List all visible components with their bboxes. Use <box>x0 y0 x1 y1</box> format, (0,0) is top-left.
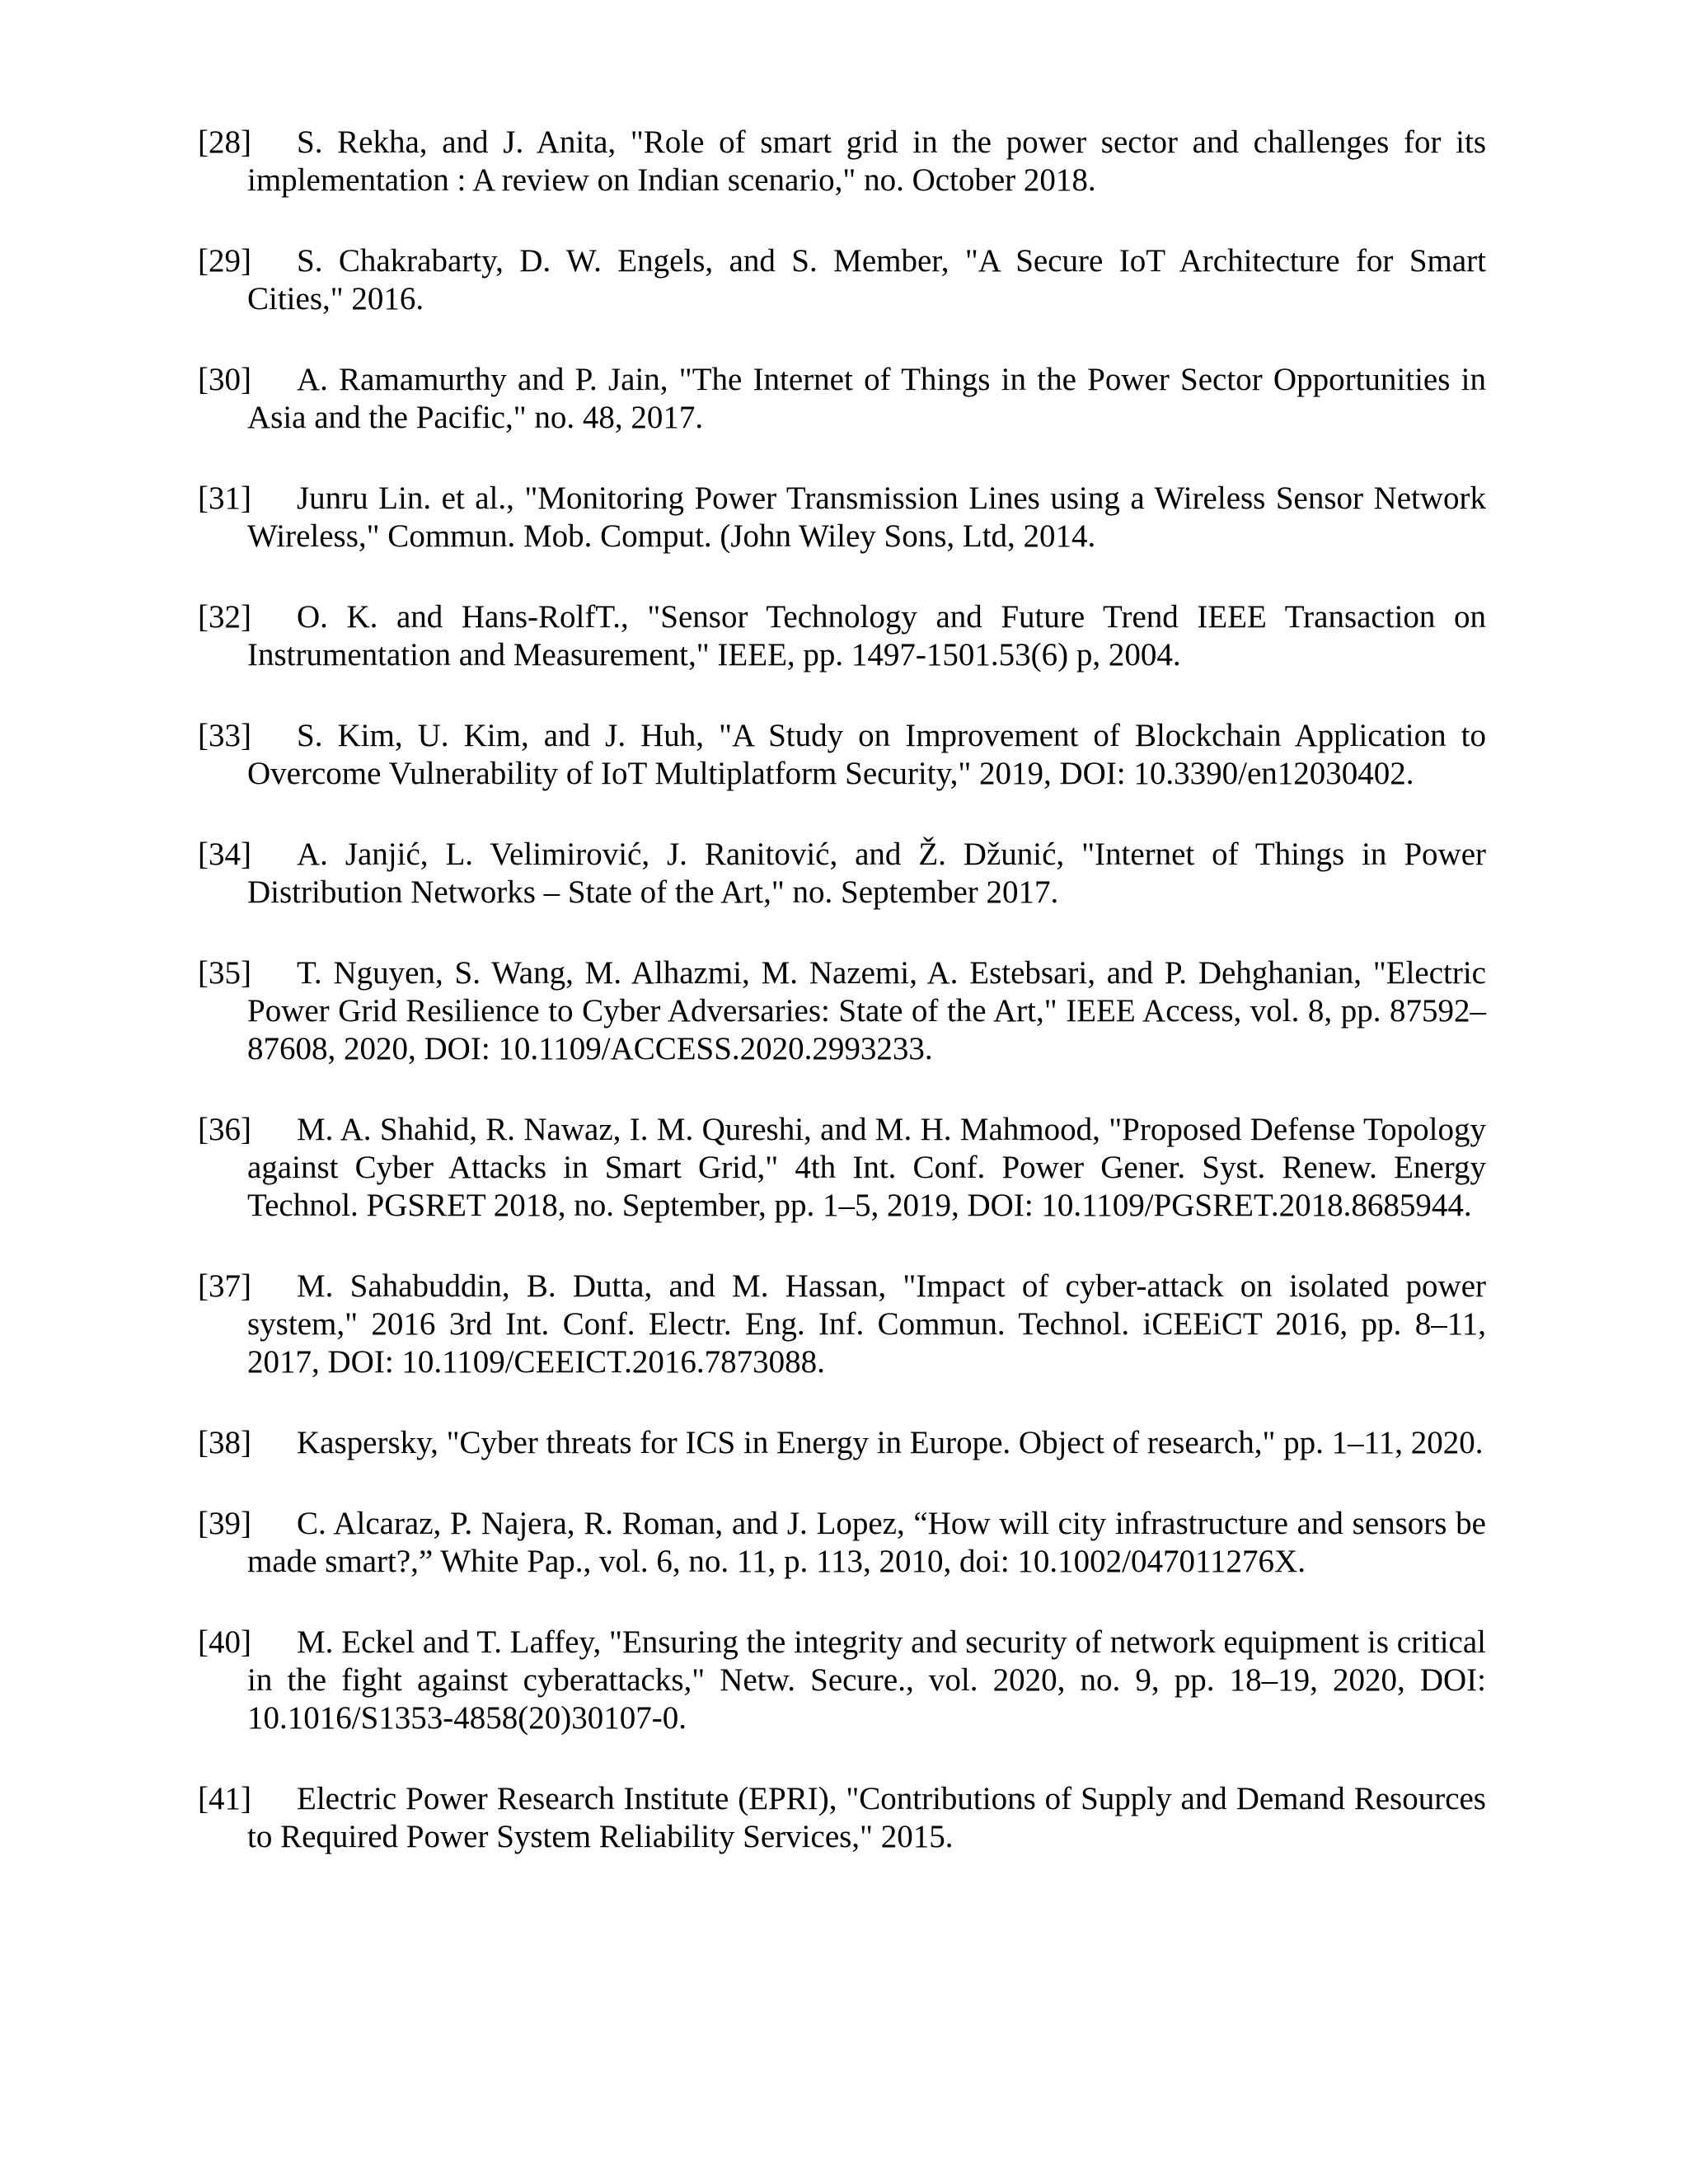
reference-text: M. Eckel and T. Laffey, "Ensuring the integrity and security of network equipment is critical in the fight against cyberattacks," Netw. Secure., vol. 2020, no. 9, pp. 18–19, 2020, DOI: 10.1016/S1353-4858(20)30107-0. <box>247 1624 1486 1736</box>
reference-item <box>198 480 1486 555</box>
reference-number: [33] <box>198 718 251 753</box>
reference-text: C. Alcaraz, P. Najera, R. Roman, and J. Lopez, “How will city infrastructure and sensors be made smart?,” White Pap., vol. 6, no. 11, p. 113, 2010, doi: 10.1002/047011276X. <box>247 1506 1486 1579</box>
reference-list <box>198 124 1486 1899</box>
reference-number: [29] <box>198 243 251 279</box>
reference-text: Electric Power Research Institute (EPRI), "Contributions of Supply and Demand Resources to Required Power System Reliability Services," 2015. <box>247 1781 1486 1854</box>
reference-number: [37] <box>198 1268 251 1304</box>
reference-text: S. Rekha, and J. Anita, "Role of smart grid in the power sector and challenges for its implementation : A review on Indian scenario," no. October 2018. <box>247 124 1486 198</box>
reference-item <box>198 717 1486 793</box>
reference-number: [28] <box>198 124 251 160</box>
reference-item <box>198 1424 1486 1462</box>
reference-item <box>198 1268 1486 1381</box>
reference-item <box>198 1780 1486 1856</box>
reference-item <box>198 1505 1486 1581</box>
reference-text: M. Sahabuddin, B. Dutta, and M. Hassan, "Impact of cyber-attack on isolated power system," 2016 3rd Int. Conf. Electr. Eng. Inf. Commun. Technol. iCEEiCT 2016, pp. 8–11, 2017, DOI: 10.1109/CEEICT.2016.7873088. <box>247 1268 1486 1380</box>
reference-number: [35] <box>198 955 251 991</box>
reference-text: Kaspersky, "Cyber threats for ICS in Energy in Europe. Object of research," pp. 1–11, 2020. <box>297 1425 1484 1460</box>
reference-number: [39] <box>198 1506 251 1541</box>
reference-number: [31] <box>198 480 251 516</box>
reference-text: O. K. and Hans-RolfT., "Sensor Technology and Future Trend IEEE Transaction on Instrumentation and Measurement," IEEE, pp. 1497-1501.53(6) p, 2004. <box>247 599 1486 673</box>
reference-number: [36] <box>198 1112 251 1147</box>
reference-number: [41] <box>198 1781 251 1816</box>
reference-number: [38] <box>198 1425 251 1460</box>
reference-item <box>198 836 1486 912</box>
reference-text: S. Kim, U. Kim, and J. Huh, "A Study on Improvement of Blockchain Application to Overcome Vulnerability of IoT Multiplatform Security," 2019, DOI: 10.3390/en12030402. <box>247 718 1486 791</box>
reference-item <box>198 1111 1486 1225</box>
reference-number: [32] <box>198 599 251 635</box>
reference-text: M. A. Shahid, R. Nawaz, I. M. Qureshi, and M. H. Mahmood, "Proposed Defense Topology against Cyber Attacks in Smart Grid," 4th Int. Conf. Power Gener. Syst. Renew. Energy Technol. PGSRET 2018, no. September, pp. 1–5, 2019, DOI: 10.1109/PGSRET.2018.8685944. <box>247 1112 1486 1223</box>
reference-item <box>198 361 1486 437</box>
reference-number: [40] <box>198 1624 251 1660</box>
reference-text: A. Janjić, L. Velimirović, J. Ranitović, and Ž. Džunić, "Internet of Things in Power Distribution Networks – State of the Art," no. September 2017. <box>247 837 1486 910</box>
reference-item <box>198 242 1486 318</box>
reference-text: Junru Lin. et al., "Monitoring Power Transmission Lines using a Wireless Sensor Network Wireless," Commun. Mob. Comput. (John Wiley Sons, Ltd, 2014. <box>247 480 1486 554</box>
reference-number: [30] <box>198 362 251 397</box>
reference-text: A. Ramamurthy and P. Jain, "The Internet of Things in the Power Sector Opportunities in Asia and the Pacific," no. 48, 2017. <box>247 362 1486 435</box>
reference-item <box>198 124 1486 199</box>
reference-item <box>198 954 1486 1068</box>
reference-item <box>198 1624 1486 1737</box>
reference-item <box>198 598 1486 674</box>
reference-text: S. Chakrabarty, D. W. Engels, and S. Member, "A Secure IoT Architecture for Smart Cities," 2016. <box>247 243 1486 316</box>
reference-number: [34] <box>198 837 251 872</box>
reference-text: T. Nguyen, S. Wang, M. Alhazmi, M. Nazemi, A. Estebsari, and P. Dehghanian, "Electric Power Grid Resilience to Cyber Adversaries: State of the Art," IEEE Access, vol. 8, pp. 87592–87608, 2020, DOI: 10.1109/ACCESS.2020.2993233. <box>247 955 1486 1066</box>
